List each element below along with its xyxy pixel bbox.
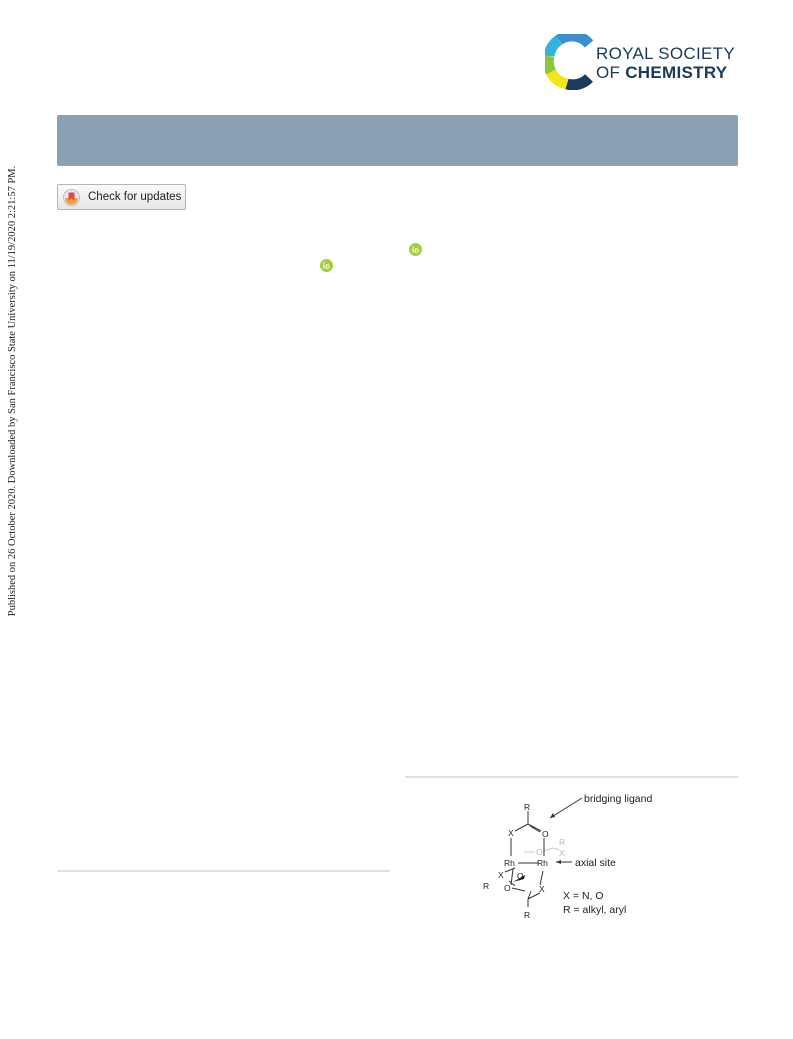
- dirhodium-structure-figure: [477, 790, 667, 930]
- publisher-name-bold: CHEMISTRY: [625, 63, 728, 82]
- publisher-logo[interactable]: [545, 34, 745, 94]
- atom-label-o: O: [542, 829, 549, 839]
- orcid-icon[interactable]: [409, 243, 422, 256]
- structure-diagram: [477, 790, 667, 930]
- bridging-ligand-arrow: [550, 813, 555, 818]
- check-for-updates-label: Check for updates: [88, 191, 182, 203]
- publisher-name-line1: ROYAL SOCIETY: [596, 44, 735, 63]
- download-stamp-text: Published on 26 October 2020. Downloaded by San Francisco State University on 11/19/2020 2:21:57 PM.: [7, 165, 18, 617]
- figure-top-rule: [405, 776, 738, 778]
- download-stamp: [2, 150, 20, 640]
- atom-label-rh: Rh: [537, 858, 548, 868]
- atom-label-o: O: [504, 883, 511, 893]
- legend-r-label: R = alkyl, aryl: [563, 904, 627, 916]
- atom-label-rh: Rh: [504, 858, 515, 868]
- publisher-name-line2: [596, 63, 727, 83]
- atom-label-r: R: [524, 802, 531, 812]
- publisher-name-prefix: OF: [596, 63, 626, 82]
- atom-label-r: R: [483, 881, 490, 891]
- atom-label-x: X: [498, 870, 504, 880]
- atom-label-x: X: [539, 884, 545, 894]
- rsc-logo-mark-icon: [545, 34, 595, 90]
- atom-label-r: R: [559, 837, 566, 847]
- arrow-line: [550, 798, 582, 818]
- atom-label-o: O: [536, 847, 543, 857]
- atom-label-x: X: [508, 828, 514, 838]
- check-for-updates-button[interactable]: [57, 184, 186, 210]
- legend-x-label: X = N, O: [563, 890, 604, 902]
- atom-label-r: R: [524, 910, 531, 920]
- bridging-ligand-label: bridging ligand: [584, 793, 653, 805]
- journal-header-band: [57, 115, 738, 166]
- axial-site-arrow: [556, 860, 561, 864]
- atom-label-x: X: [559, 848, 565, 858]
- atom-label-o: O: [517, 871, 524, 881]
- axial-site-label: axial site: [575, 857, 616, 869]
- orcid-icon[interactable]: [320, 259, 333, 272]
- crossmark-icon: [63, 189, 80, 206]
- column-footnote-rule: [57, 870, 390, 872]
